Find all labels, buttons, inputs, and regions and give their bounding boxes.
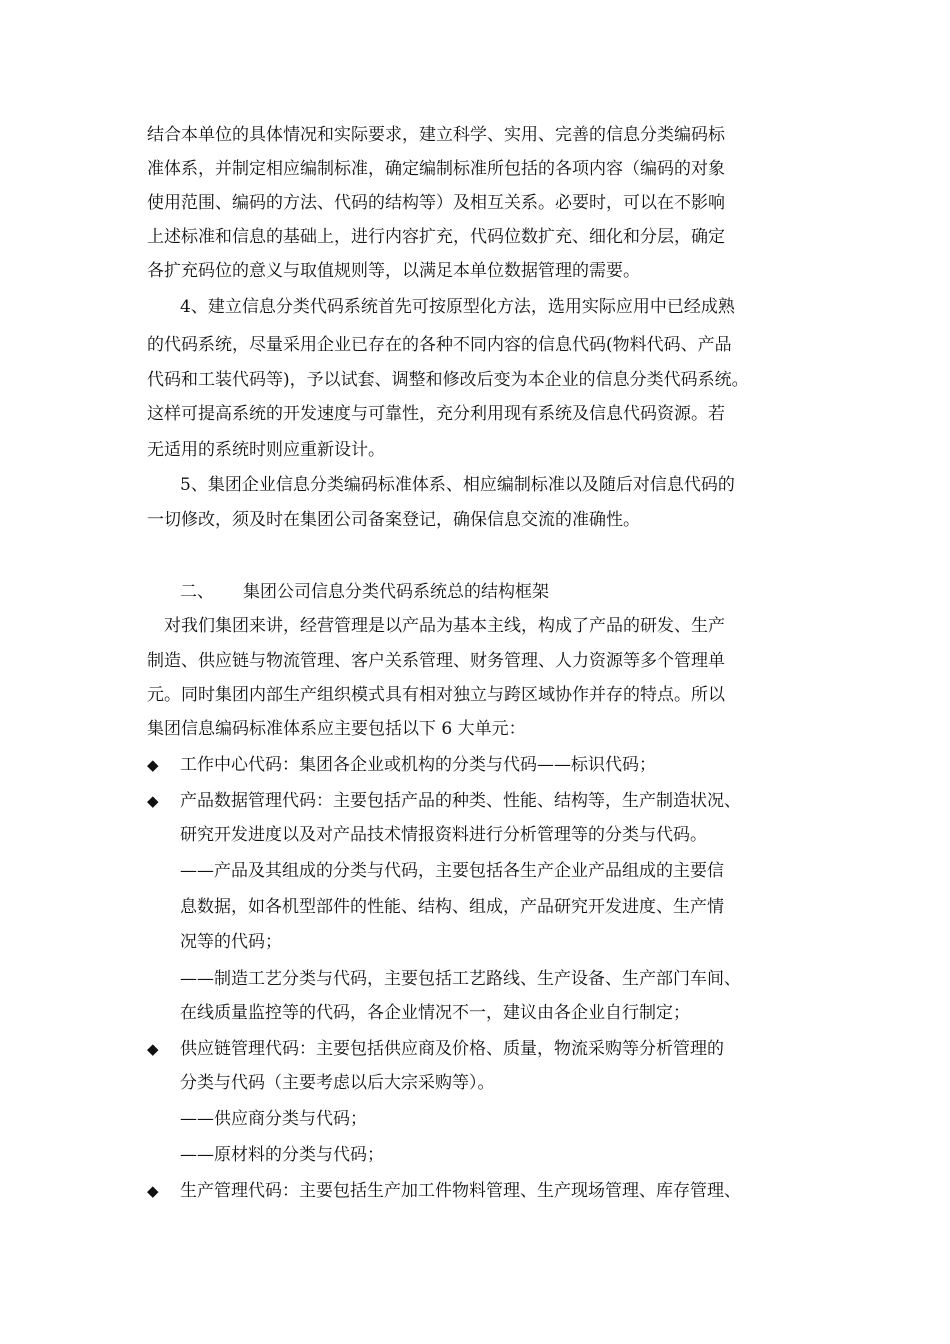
- section-number: 二、: [180, 582, 214, 602]
- paragraph-line: 无适用的系统时则应重新设计。: [147, 440, 385, 460]
- diamond-bullet-icon: ◆: [147, 756, 159, 774]
- bullet-line: 产品数据管理代码：主要包括产品的种类、性能、结构等，生产制造状况、: [180, 791, 741, 811]
- bullet-line: 工作中心代码：集团各企业或机构的分类与代码——标识代码；: [180, 755, 656, 775]
- sub-item-line: 在线质量监控等的代码，各企业情况不一，建议由各企业自行制定；: [180, 1003, 690, 1023]
- paragraph-line: 元。同时集团内部生产组织模式具有相对独立与跨区域协作并存的特点。所以: [147, 685, 725, 705]
- diamond-bullet-icon: ◆: [147, 1040, 159, 1058]
- diamond-bullet-icon: ◆: [147, 792, 159, 810]
- section-heading: 集团公司信息分类代码系统总的结构框架: [243, 582, 549, 602]
- paragraph-line: 4、建立信息分类代码系统首先可按原型化方法，选用实际应用中已经成熟: [180, 297, 735, 317]
- sub-item-line: 息数据，如各机型部件的性能、结构、组成，产品研究开发进度、生产情: [180, 897, 724, 917]
- paragraph-line: 的代码系统，尽量采用企业已存在的各种不同内容的信息代码(物料代码、产品: [147, 335, 732, 355]
- sub-item-line: ——制造工艺分类与代码，主要包括工艺路线、生产设备、生产部门车间、: [180, 969, 741, 989]
- paragraph-line: 集团信息编码标准体系应主要包括以下 6 大单元：: [147, 719, 526, 739]
- bullet-line: 供应链管理代码：主要包括供应商及价格、质量，物流采购等分析管理的: [180, 1039, 724, 1059]
- paragraph-line: 结合本单位的具体情况和实际要求，建立科学、实用、完善的信息分类编码标: [147, 125, 725, 145]
- paragraph-line: 一切修改，须及时在集团公司备案登记，确保信息交流的准确性。: [147, 510, 640, 530]
- paragraph-line: 准体系，并制定相应编制标准，确定编制标准所包括的各项内容（编码的对象: [147, 159, 725, 179]
- bullet-line: 研究开发进度以及对产品技术情报资料进行分析管理等的分类与代码。: [180, 825, 707, 845]
- paragraph-line: 各扩充码位的意义与取值规则等，以满足本单位数据管理的需要。: [147, 261, 640, 281]
- sub-item-line: ——产品及其组成的分类与代码，主要包括各生产企业产品组成的主要信: [180, 861, 724, 881]
- diamond-bullet-icon: ◆: [147, 1182, 159, 1200]
- paragraph-line: 代码和工装代码等)，予以试套、调整和修改后变为本企业的信息分类代码系统。: [147, 370, 749, 390]
- paragraph-line: 上述标准和信息的基础上，进行内容扩充，代码位数扩充、细化和分层，确定: [147, 227, 725, 247]
- sub-item-line: ——供应商分类与代码；: [180, 1109, 367, 1129]
- paragraph-line: 使用范围、编码的方法、代码的结构等）及相互关系。必要时，可以在不影响: [147, 193, 725, 213]
- sub-item-line: 况等的代码；: [180, 932, 282, 952]
- paragraph-line: 这样可提高系统的开发速度与可靠性，充分利用现有系统及信息代码资源。若: [147, 404, 725, 424]
- sub-item-line: ——原材料的分类与代码；: [180, 1145, 384, 1165]
- bullet-line: 生产管理代码：主要包括生产加工件物料管理、生产现场管理、库存管理、: [180, 1181, 741, 1201]
- paragraph-line: 对我们集团来讲，经营管理是以产品为基本主线，构成了产品的研发、生产: [164, 616, 725, 636]
- paragraph-line: 5、集团企业信息分类编码标准体系、相应编制标准以及随后对信息代码的: [180, 475, 735, 495]
- bullet-line: 分类与代码（主要考虑以后大宗采购等）。: [180, 1073, 495, 1093]
- paragraph-line: 制造、供应链与物流管理、客户关系管理、财务管理、人力资源等多个管理单: [147, 651, 725, 671]
